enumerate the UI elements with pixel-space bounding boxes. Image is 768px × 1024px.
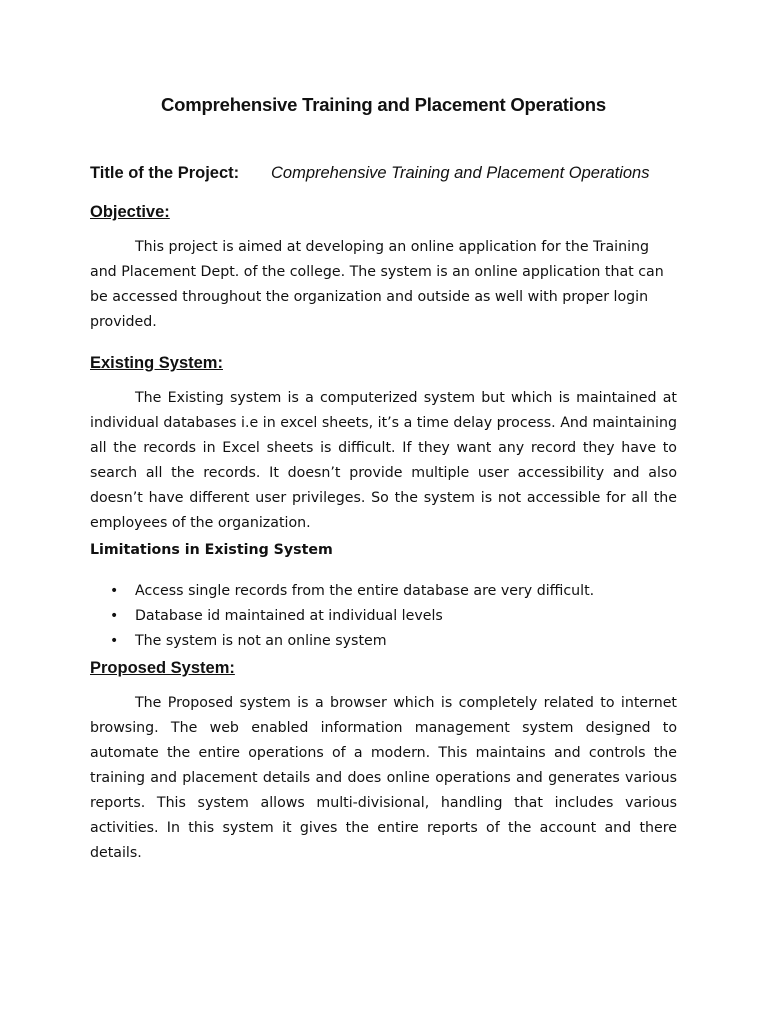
- bullet-icon: •: [110, 633, 119, 649]
- bullet-icon: •: [110, 608, 119, 624]
- list-item-text: The system is not an online system: [135, 633, 387, 649]
- limitations-heading: Limitations in Existing System: [90, 542, 333, 558]
- proposed-system-text: The Proposed system is a browser which is completely related to internet browsing. The web enabled information management system designed to automate the entire operations of a modern. This maintains and controls the training and placement details and does online operations and generates various reports. This system allows multi-divisional, handling that includes various activities. In this system it gives the entire reports of the account and there details.: [90, 695, 677, 861]
- list-item: [90, 604, 594, 629]
- document-title: Comprehensive Training and Placement Operations: [161, 94, 606, 115]
- existing-system-text: The Existing system is a computerized system but which is maintained at individual databases i.e in excel sheets, it’s a time delay process. And maintaining all the records in Excel sheets is difficult. If they want any record they have to search all the records. It doesn’t provide multiple user accessibility and also doesn’t have different user privileges. So the system is not accessible for all the employees of the organization.: [90, 390, 677, 531]
- objective-paragraph: [90, 235, 677, 335]
- existing-system-heading: Existing System:: [90, 354, 223, 372]
- proposed-system-heading: Proposed System:: [90, 659, 235, 677]
- objective-heading: Objective:: [90, 203, 170, 221]
- list-item-text: Database id maintained at individual levels: [135, 608, 443, 624]
- list-item-text: Access single records from the entire database are very difficult.: [135, 583, 595, 599]
- existing-system-paragraph: [90, 386, 677, 536]
- proposed-system-paragraph: [90, 691, 677, 866]
- list-item: [90, 579, 594, 604]
- list-item: [90, 629, 594, 654]
- objective-text: This project is aimed at developing an online application for the Training and Placement Dept. of the college. The system is an online application that can be accessed throughout the organization and outside as well with proper login provided.: [90, 239, 664, 330]
- limitations-list: [90, 579, 594, 654]
- bullet-icon: •: [110, 583, 119, 599]
- project-title-row: [90, 164, 677, 183]
- project-title-label: Title of the Project:: [90, 164, 240, 182]
- project-title-value: Comprehensive Training and Placement Operations: [271, 164, 650, 182]
